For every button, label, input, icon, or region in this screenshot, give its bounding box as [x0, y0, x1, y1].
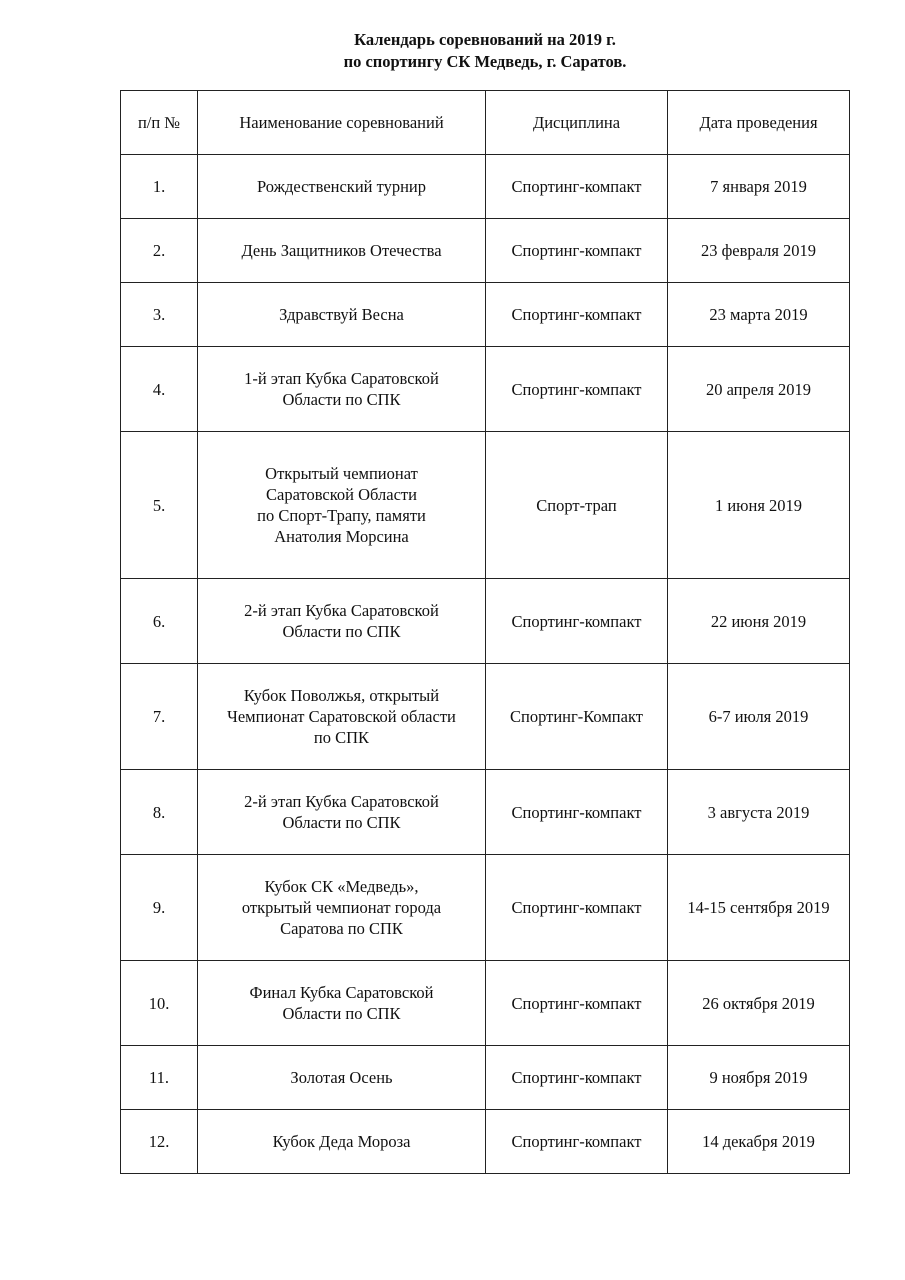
table-row	[121, 579, 850, 664]
competition-name-line: открытый чемпионат города	[241, 898, 442, 917]
event-date: 14 декабря 2019	[668, 1110, 850, 1174]
discipline: Спортинг-компакт	[486, 1110, 668, 1174]
competition-name	[198, 770, 486, 855]
table-row	[121, 1046, 850, 1110]
event-date: 7 января 2019	[668, 155, 850, 219]
competition-name-line: Финал Кубка Саратовской	[249, 983, 434, 1002]
competition-name-line: 2-й этап Кубка Саратовской	[244, 601, 439, 620]
event-date: 22 июня 2019	[668, 579, 850, 664]
competition-name-line: по Спорт-Трапу, памяти	[257, 506, 426, 525]
row-number: 5.	[121, 432, 198, 579]
competition-name-line: Области по СПК	[282, 390, 401, 409]
header-number: п/п №	[121, 91, 198, 155]
discipline: Спортинг-компакт	[486, 219, 668, 283]
event-date: 14-15 сентября 2019	[668, 855, 850, 961]
row-number: 6.	[121, 579, 198, 664]
table-row	[121, 432, 850, 579]
competition-name-line: Здравствуй Весна	[279, 305, 404, 324]
row-number: 9.	[121, 855, 198, 961]
competition-name	[198, 1110, 486, 1174]
table-row	[121, 219, 850, 283]
discipline: Спорт-трап	[486, 432, 668, 579]
event-date: 9 ноября 2019	[668, 1046, 850, 1110]
table-row	[121, 664, 850, 770]
header-date: Дата проведения	[668, 91, 850, 155]
discipline: Спортинг-компакт	[486, 961, 668, 1046]
competition-name-line: по СПК	[313, 728, 370, 747]
event-date: 6-7 июля 2019	[668, 664, 850, 770]
row-number: 10.	[121, 961, 198, 1046]
event-date: 3 августа 2019	[668, 770, 850, 855]
event-date: 26 октября 2019	[668, 961, 850, 1046]
row-number: 2.	[121, 219, 198, 283]
row-number: 4.	[121, 347, 198, 432]
competition-name	[198, 155, 486, 219]
discipline: Спортинг-компакт	[486, 155, 668, 219]
row-number: 3.	[121, 283, 198, 347]
discipline: Спортинг-Компакт	[486, 664, 668, 770]
competition-name	[198, 855, 486, 961]
competition-name-line: Кубок Поволжья, открытый	[243, 686, 440, 705]
event-date: 1 июня 2019	[668, 432, 850, 579]
competition-name-line: День Защитников Отечества	[241, 241, 442, 260]
table-row	[121, 347, 850, 432]
table-header-row	[121, 91, 850, 155]
competition-name-line: Саратова по СПК	[280, 919, 403, 938]
table-row	[121, 855, 850, 961]
discipline: Спортинг-компакт	[486, 283, 668, 347]
row-number: 7.	[121, 664, 198, 770]
discipline: Спортинг-компакт	[486, 855, 668, 961]
table-row	[121, 283, 850, 347]
header-competition-name: Наименование соревнований	[198, 91, 486, 155]
row-number: 8.	[121, 770, 198, 855]
event-date: 23 февраля 2019	[668, 219, 850, 283]
competition-name	[198, 961, 486, 1046]
discipline: Спортинг-компакт	[486, 770, 668, 855]
competition-name-line: Рождественский турнир	[256, 177, 427, 196]
competition-name-line: Кубок Деда Мороза	[272, 1132, 411, 1151]
event-date: 23 марта 2019	[668, 283, 850, 347]
competition-name-line: Области по СПК	[282, 813, 401, 832]
table-row	[121, 961, 850, 1046]
row-number: 1.	[121, 155, 198, 219]
competition-calendar-table	[120, 90, 850, 1174]
competition-name-line: Золотая Осень	[290, 1068, 393, 1087]
competition-name	[198, 579, 486, 664]
competition-name-line: Анатолия Морсина	[274, 527, 409, 546]
row-number: 11.	[121, 1046, 198, 1110]
competition-name	[198, 1046, 486, 1110]
discipline: Спортинг-компакт	[486, 579, 668, 664]
competition-name-line: Открытый чемпионат	[265, 464, 418, 483]
competition-name-line: Саратовской Области	[266, 485, 417, 504]
competition-name-line: 1-й этап Кубка Саратовской	[244, 369, 439, 388]
competition-name	[198, 347, 486, 432]
event-date: 20 апреля 2019	[668, 347, 850, 432]
competition-name-line: 2-й этап Кубка Саратовской	[244, 792, 439, 811]
competition-name-line: Кубок СК «Медведь»,	[264, 877, 419, 896]
discipline: Спортинг-компакт	[486, 1046, 668, 1110]
document-subtitle: по спортингу СК Медведь, г. Саратов.	[343, 52, 627, 71]
competition-name	[198, 664, 486, 770]
header-discipline: Дисциплина	[486, 91, 668, 155]
competition-name-line: Области по СПК	[282, 622, 401, 641]
competition-name	[198, 219, 486, 283]
document-title: Календарь соревнований на 2019 г.	[354, 30, 616, 49]
table-row	[121, 155, 850, 219]
table-row	[121, 1110, 850, 1174]
competition-name-line: Области по СПК	[282, 1004, 401, 1023]
row-number: 12.	[121, 1110, 198, 1174]
competition-name	[198, 283, 486, 347]
competition-name	[198, 432, 486, 579]
competition-name-line: Чемпионат Саратовской области	[227, 707, 456, 726]
table-row	[121, 770, 850, 855]
discipline: Спортинг-компакт	[486, 347, 668, 432]
